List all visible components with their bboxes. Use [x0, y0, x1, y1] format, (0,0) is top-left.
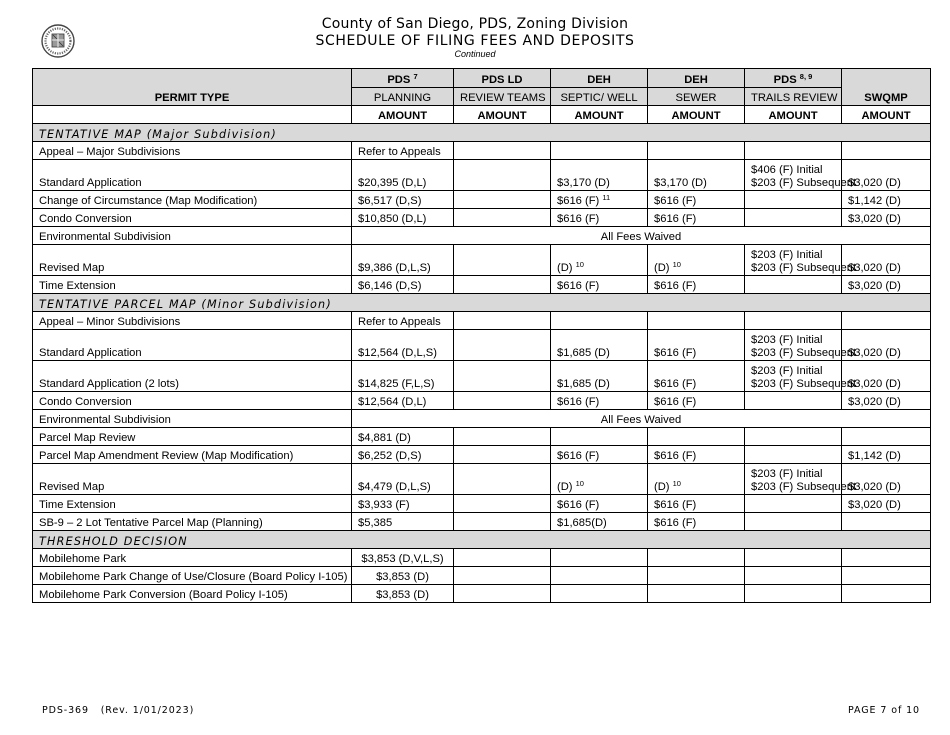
- septic-amount: $616 (F): [551, 446, 648, 464]
- review-teams-amount: [454, 567, 551, 585]
- swqmp-amount: $3,020 (D): [842, 245, 931, 276]
- planning-amount: $3,933 (F): [352, 495, 454, 513]
- review-teams-amount: [454, 513, 551, 531]
- sewer-amount: $616 (F): [648, 276, 745, 294]
- swqmp-amount: $3,020 (D): [842, 330, 931, 361]
- review-teams-amount: [454, 276, 551, 294]
- sewer-amount: $3,170 (D): [648, 160, 745, 191]
- sewer-subheader: SEWER: [648, 87, 745, 106]
- fee-row: [33, 585, 931, 603]
- fee-row: [33, 209, 931, 227]
- review-teams-amount: [454, 142, 551, 160]
- review-teams-amount: [454, 330, 551, 361]
- swqmp-amount: [842, 513, 931, 531]
- fee-row: [33, 513, 931, 531]
- section-header: [33, 124, 931, 142]
- trails-subheader: TRAILS REVIEW: [745, 87, 842, 106]
- amount-label: AMOUNT: [842, 106, 931, 124]
- pds-ld-header: PDS LD: [454, 69, 551, 88]
- review-teams-amount: [454, 549, 551, 567]
- septic-amount: [551, 585, 648, 603]
- review-teams-amount: [454, 245, 551, 276]
- swqmp-amount: [842, 585, 931, 603]
- sewer-amount: [648, 142, 745, 160]
- septic-amount: $3,170 (D): [551, 160, 648, 191]
- swqmp-amount: $3,020 (D): [842, 361, 931, 392]
- review-teams-amount: [454, 428, 551, 446]
- review-teams-amount: [454, 312, 551, 330]
- amount-blank: [33, 106, 352, 124]
- permit-name: Condo Conversion: [33, 209, 352, 227]
- septic-amount: [551, 549, 648, 567]
- sewer-amount: [648, 312, 745, 330]
- swqmp-amount: [842, 567, 931, 585]
- fee-row: [33, 446, 931, 464]
- trails-amount: $203 (F) Initial $203 (F) Subsequent: [745, 464, 842, 495]
- planning-amount: $6,146 (D,S): [352, 276, 454, 294]
- septic-amount: $1,685(D): [551, 513, 648, 531]
- planning-amount: $3,853 (D,V,L,S): [352, 549, 454, 567]
- sewer-amount: $616 (F): [648, 191, 745, 209]
- swqmp-header: SWQMP: [842, 69, 931, 106]
- septic-amount: $616 (F): [551, 495, 648, 513]
- septic-subheader: SEPTIC/ WELL: [551, 87, 648, 106]
- swqmp-amount: $3,020 (D): [842, 495, 931, 513]
- trails-amount: $203 (F) Initial $203 (F) Subsequent: [745, 245, 842, 276]
- review-teams-amount: [454, 495, 551, 513]
- septic-amount: [551, 312, 648, 330]
- permit-name: Revised Map: [33, 464, 352, 495]
- swqmp-amount: $3,020 (D): [842, 392, 931, 410]
- septic-amount: $616 (F): [551, 276, 648, 294]
- swqmp-amount: [842, 428, 931, 446]
- amount-label: AMOUNT: [648, 106, 745, 124]
- fees-waived: All Fees Waived: [352, 227, 931, 245]
- amount-row: [33, 106, 931, 124]
- sewer-amount: $616 (F): [648, 513, 745, 531]
- fee-schedule-table: [32, 68, 931, 603]
- fee-row: [33, 191, 931, 209]
- permit-name: Time Extension: [33, 495, 352, 513]
- trails-amount: [745, 428, 842, 446]
- sewer-amount: $616 (F): [648, 495, 745, 513]
- fee-row: [33, 142, 931, 160]
- fee-row: [33, 361, 931, 392]
- header-row: [33, 69, 931, 88]
- planning-subheader: PLANNING: [352, 87, 454, 106]
- trails-amount: [745, 495, 842, 513]
- review-teams-amount: [454, 160, 551, 191]
- permit-name: Environmental Subdivision: [33, 410, 352, 428]
- fee-row: [33, 276, 931, 294]
- swqmp-amount: [842, 312, 931, 330]
- form-number: PDS-369 (Rev. 1/01/2023): [42, 705, 195, 716]
- fee-row: [33, 549, 931, 567]
- permit-name: Parcel Map Review: [33, 428, 352, 446]
- sewer-amount: (D) $^{10}$: [648, 464, 745, 495]
- permit-name: Standard Application: [33, 160, 352, 191]
- planning-amount: $12,564 (D,L,S): [352, 330, 454, 361]
- sewer-amount: $616 (F): [648, 361, 745, 392]
- deh-septic-header: DEH: [551, 69, 648, 88]
- septic-amount: [551, 567, 648, 585]
- fee-row: [33, 245, 931, 276]
- fee-row: [33, 428, 931, 446]
- fee-row: [33, 227, 931, 245]
- review-teams-amount: [454, 209, 551, 227]
- review-teams-amount: [454, 361, 551, 392]
- septic-amount: $616 (F): [551, 209, 648, 227]
- section-header: [33, 294, 931, 312]
- fee-row: [33, 567, 931, 585]
- page-number: PAGE 7 of 10: [848, 705, 920, 716]
- planning-amount: $6,517 (D,S): [352, 191, 454, 209]
- fees-waived: All Fees Waived: [352, 410, 931, 428]
- trails-amount: [745, 312, 842, 330]
- trails-amount: [745, 567, 842, 585]
- septic-amount: [551, 428, 648, 446]
- sewer-amount: (D) $^{10}$: [648, 245, 745, 276]
- fee-row: [33, 464, 931, 495]
- permit-type-header: PERMIT TYPE: [33, 69, 352, 106]
- planning-amount: Refer to Appeals: [352, 312, 454, 330]
- planning-amount: $3,853 (D): [352, 567, 454, 585]
- planning-amount: $3,853 (D): [352, 585, 454, 603]
- sewer-amount: [648, 428, 745, 446]
- swqmp-amount: [842, 549, 931, 567]
- permit-name: Environmental Subdivision: [33, 227, 352, 245]
- septic-amount: $1,685 (D): [551, 330, 648, 361]
- amount-label: AMOUNT: [454, 106, 551, 124]
- permit-name: Standard Application (2 lots): [33, 361, 352, 392]
- amount-label: AMOUNT: [551, 106, 648, 124]
- sewer-amount: $616 (F): [648, 446, 745, 464]
- sewer-amount: $616 (F): [648, 330, 745, 361]
- swqmp-amount: $1,142 (D): [842, 191, 931, 209]
- permit-name: SB-9 – 2 Lot Tentative Parcel Map (Planning): [33, 513, 352, 531]
- trails-amount: $203 (F) Initial $203 (F) Subsequent: [745, 330, 842, 361]
- planning-amount: $4,479 (D,L,S): [352, 464, 454, 495]
- swqmp-amount: $1,142 (D): [842, 446, 931, 464]
- planning-amount: $9,386 (D,L,S): [352, 245, 454, 276]
- pds-trails-header: PDS $^{8, 9}$: [745, 69, 842, 88]
- planning-amount: $6,252 (D,S): [352, 446, 454, 464]
- permit-name: Parcel Map Amendment Review (Map Modification): [33, 446, 352, 464]
- fee-row: [33, 330, 931, 361]
- permit-name: Mobilehome Park Conversion (Board Policy I-105): [33, 585, 352, 603]
- septic-amount: (D) $^{10}$: [551, 464, 648, 495]
- review-teams-amount: [454, 585, 551, 603]
- sewer-amount: $616 (F): [648, 209, 745, 227]
- trails-amount: $406 (F) Initial $203 (F) Subsequent: [745, 160, 842, 191]
- fee-row: [33, 160, 931, 191]
- planning-amount: $14,825 (F,L,S): [352, 361, 454, 392]
- permit-name: Mobilehome Park Change of Use/Closure (Board Policy I-105): [33, 567, 352, 585]
- trails-amount: [745, 209, 842, 227]
- trails-amount: $203 (F) Initial $203 (F) Subsequent: [745, 361, 842, 392]
- septic-amount: $1,685 (D): [551, 361, 648, 392]
- permit-name: Appeal – Minor Subdivisions: [33, 312, 352, 330]
- trails-amount: [745, 585, 842, 603]
- septic-amount: $616 (F): [551, 392, 648, 410]
- fee-row: [33, 410, 931, 428]
- pds-header: PDS $^7$: [352, 69, 454, 88]
- trails-amount: [745, 276, 842, 294]
- trails-amount: [745, 549, 842, 567]
- swqmp-amount: $3,020 (D): [842, 160, 931, 191]
- planning-amount: $10,850 (D,L): [352, 209, 454, 227]
- fee-row: [33, 312, 931, 330]
- permit-name: Revised Map: [33, 245, 352, 276]
- permit-name: Condo Conversion: [33, 392, 352, 410]
- permit-name: Appeal – Major Subdivisions: [33, 142, 352, 160]
- planning-amount: $12,564 (D,L): [352, 392, 454, 410]
- fee-row: [33, 495, 931, 513]
- swqmp-amount: $3,020 (D): [842, 464, 931, 495]
- review-teams-subheader: REVIEW TEAMS: [454, 87, 551, 106]
- permit-name: Standard Application: [33, 330, 352, 361]
- section-title: TENTATIVE PARCEL MAP (Minor Subdivision): [33, 294, 931, 312]
- sewer-amount: [648, 567, 745, 585]
- review-teams-amount: [454, 392, 551, 410]
- trails-amount: [745, 191, 842, 209]
- review-teams-amount: [454, 191, 551, 209]
- review-teams-amount: [454, 464, 551, 495]
- planning-amount: $20,395 (D,L): [352, 160, 454, 191]
- permit-name: Time Extension: [33, 276, 352, 294]
- permit-name: Mobilehome Park: [33, 549, 352, 567]
- swqmp-amount: $3,020 (D): [842, 209, 931, 227]
- swqmp-amount: $3,020 (D): [842, 276, 931, 294]
- trails-amount: [745, 142, 842, 160]
- agency-title: County of San Diego, PDS, Zoning Division: [321, 16, 629, 32]
- review-teams-amount: [454, 446, 551, 464]
- septic-amount: [551, 142, 648, 160]
- swqmp-amount: [842, 142, 931, 160]
- permit-name: Change of Circumstance (Map Modification): [33, 191, 352, 209]
- trails-amount: [745, 513, 842, 531]
- amount-label: AMOUNT: [352, 106, 454, 124]
- fee-row: [33, 392, 931, 410]
- deh-sewer-header: DEH: [648, 69, 745, 88]
- planning-amount: Refer to Appeals: [352, 142, 454, 160]
- trails-amount: [745, 446, 842, 464]
- trails-amount: [745, 392, 842, 410]
- sewer-amount: [648, 585, 745, 603]
- amount-label: AMOUNT: [745, 106, 842, 124]
- septic-amount: (D) $^{10}$: [551, 245, 648, 276]
- continued-label: Continued: [454, 49, 496, 59]
- sewer-amount: $616 (F): [648, 392, 745, 410]
- section-header: [33, 531, 931, 549]
- schedule-title: SCHEDULE OF FILING FEES AND DEPOSITS: [315, 33, 635, 49]
- planning-amount: $4,881 (D): [352, 428, 454, 446]
- section-title: TENTATIVE MAP (Major Subdivision): [33, 124, 931, 142]
- sewer-amount: [648, 549, 745, 567]
- septic-amount: $616 (F) $^{11}$: [551, 191, 648, 209]
- section-title: THRESHOLD DECISION: [33, 531, 931, 549]
- planning-amount: $5,385: [352, 513, 454, 531]
